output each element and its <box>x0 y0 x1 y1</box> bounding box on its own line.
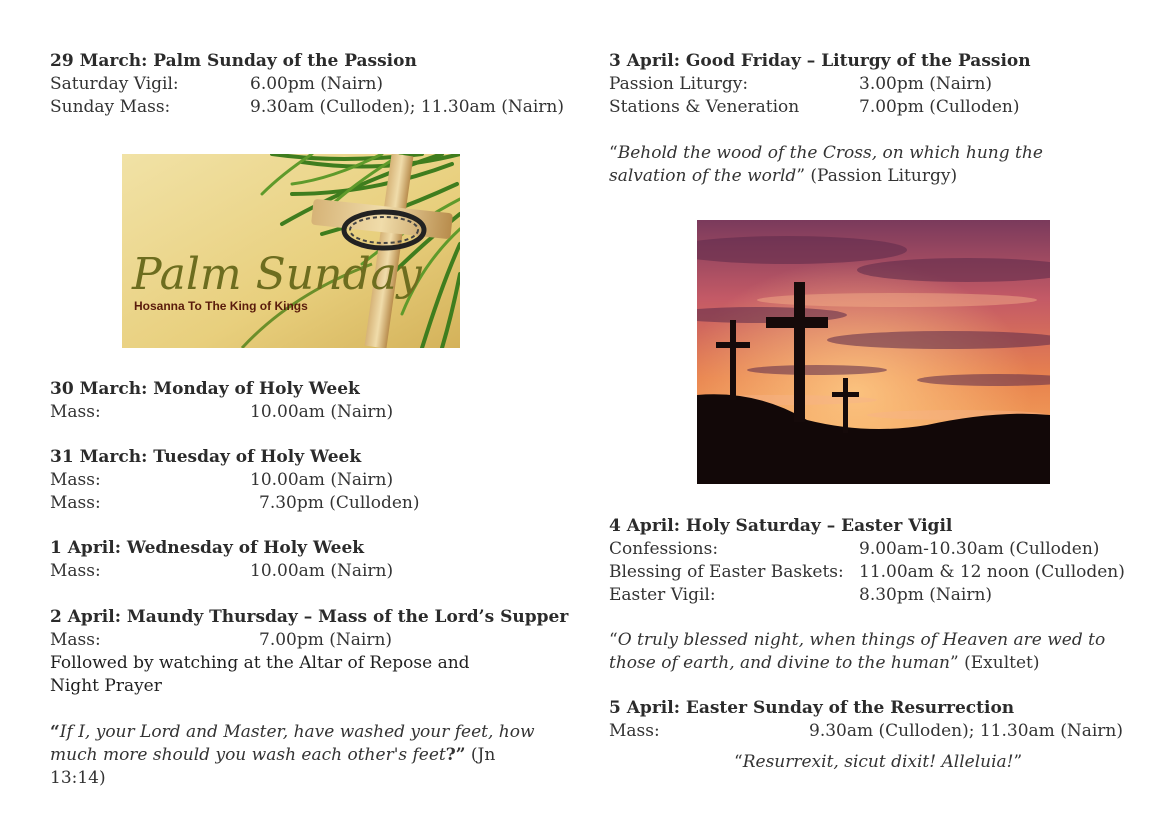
quote-text: Resurrexit, sicut dixit! Alleluia! <box>742 752 1014 772</box>
quote-text: Behold the wood of the Cross, on which hung the salvation of the world <box>609 143 1043 186</box>
holy-saturday-section <box>609 515 1125 607</box>
row-label: Mass: <box>50 630 101 650</box>
row-value: 7.00pm (Nairn) <box>259 630 393 650</box>
section-heading: 4 April: Holy Saturday – Easter Vigil <box>609 516 953 536</box>
quote-close-mark: ” <box>950 653 959 673</box>
row-value: 3.00pm (Nairn) <box>859 74 993 94</box>
row-value: 10.00am (Nairn) <box>250 402 394 422</box>
schedule-row <box>609 561 1125 584</box>
row-label: Stations & Veneration <box>609 97 800 117</box>
row-label: Mass: <box>50 493 101 513</box>
row-label: Confessions: <box>609 539 719 559</box>
palm-sunday-illustration <box>122 154 460 348</box>
quote-open-mark: “ <box>609 143 618 163</box>
section-heading: 2 April: Maundy Thursday – Mass of the Lord’s Supper <box>50 607 569 627</box>
schedule-row <box>50 492 420 515</box>
tuesday-section <box>50 446 420 515</box>
schedule-row <box>50 401 394 424</box>
good-friday-section <box>609 50 1031 119</box>
row-label: Easter Vigil: <box>609 585 716 605</box>
wednesday-section <box>50 537 394 583</box>
thursday-quote <box>50 721 555 790</box>
schedule-row <box>609 584 993 607</box>
row-value: 10.00am (Nairn) <box>250 470 394 490</box>
row-label: Passion Liturgy: <box>609 74 749 94</box>
row-label: Saturday Vigil: <box>50 74 179 94</box>
schedule-row <box>50 73 417 96</box>
section-heading: 1 April: Wednesday of Holy Week <box>50 538 365 558</box>
row-value: 7.30pm (Culloden) <box>259 493 420 513</box>
section-heading: 29 March: Palm Sunday of the Passion <box>50 51 417 71</box>
easter-sunday-section <box>609 697 1123 743</box>
row-label: Sunday Mass: <box>50 97 171 117</box>
row-label: Blessing of Easter Baskets: <box>609 562 844 582</box>
schedule-row <box>609 73 1031 96</box>
section-heading: 30 March: Monday of Holy Week <box>50 379 360 399</box>
exultet-quote <box>609 629 1114 675</box>
quote-text: If I, your Lord and Master, have washed your feet, how much more should you wash each other's feet <box>50 722 535 765</box>
row-value: 7.00pm (Culloden) <box>859 97 1020 117</box>
schedule-row <box>50 560 394 583</box>
schedule-row <box>609 538 1100 561</box>
quote-open-mark: “ <box>734 752 743 772</box>
row-label: Mass: <box>50 402 101 422</box>
row-label: Mass: <box>50 561 101 581</box>
section-heading: 31 March: Tuesday of Holy Week <box>50 447 362 467</box>
monday-section <box>50 378 394 424</box>
three-crosses-illustration <box>697 220 1050 484</box>
section-heading: 3 April: Good Friday – Liturgy of the Passion <box>609 51 1031 71</box>
palm-sunday-script-title: Palm Sunday <box>132 249 422 300</box>
row-value: 10.00am (Nairn) <box>250 561 394 581</box>
row-value: 11.00am & 12 noon (Culloden) <box>859 562 1125 582</box>
thursday-section <box>50 606 568 698</box>
schedule-row <box>609 96 1031 119</box>
quote-close-mark: ” <box>796 166 806 186</box>
palm-sunday-subtitle: Hosanna To The King of Kings <box>134 299 308 313</box>
quote-reference: (Passion Liturgy) <box>805 166 958 186</box>
good-friday-quote <box>609 142 1114 188</box>
quote-reference: (Exultet) <box>958 653 1040 673</box>
row-value: 9.30am (Culloden); 11.30am (Nairn) <box>809 721 1123 741</box>
quote-open-mark: “ <box>609 630 618 650</box>
three-crosses-image <box>697 220 1050 484</box>
row-value: 6.00pm (Nairn) <box>250 74 384 94</box>
quote-close-mark: ?” <box>445 745 466 765</box>
note-line: Followed by watching at the Altar of Repose and <box>50 653 470 673</box>
note-line: Night Prayer <box>50 676 162 696</box>
row-value: 9.30am (Culloden); 11.30am (Nairn) <box>250 97 564 117</box>
closing-quote <box>734 751 1022 774</box>
row-value: 8.30pm (Nairn) <box>859 585 993 605</box>
quote-text: O truly blessed night, when things of Heaven are wed to those of earth, and divine to the human <box>609 630 1106 673</box>
row-label: Mass: <box>50 470 101 490</box>
row-value: 9.00am-10.30am (Culloden) <box>859 539 1100 559</box>
schedule-row <box>50 96 564 119</box>
section-heading: 5 April: Easter Sunday of the Resurrection <box>609 698 1015 718</box>
palm-sunday-section <box>50 50 564 119</box>
schedule-row <box>50 629 568 652</box>
schedule-row <box>50 469 394 492</box>
row-label: Mass: <box>609 721 660 741</box>
schedule-row <box>609 720 1123 743</box>
palm-sunday-image <box>122 154 460 348</box>
quote-close-mark: ” <box>1013 752 1023 772</box>
quote-reference: (Jn 13:14) <box>50 745 496 788</box>
quote-open-mark: “ <box>50 722 60 742</box>
